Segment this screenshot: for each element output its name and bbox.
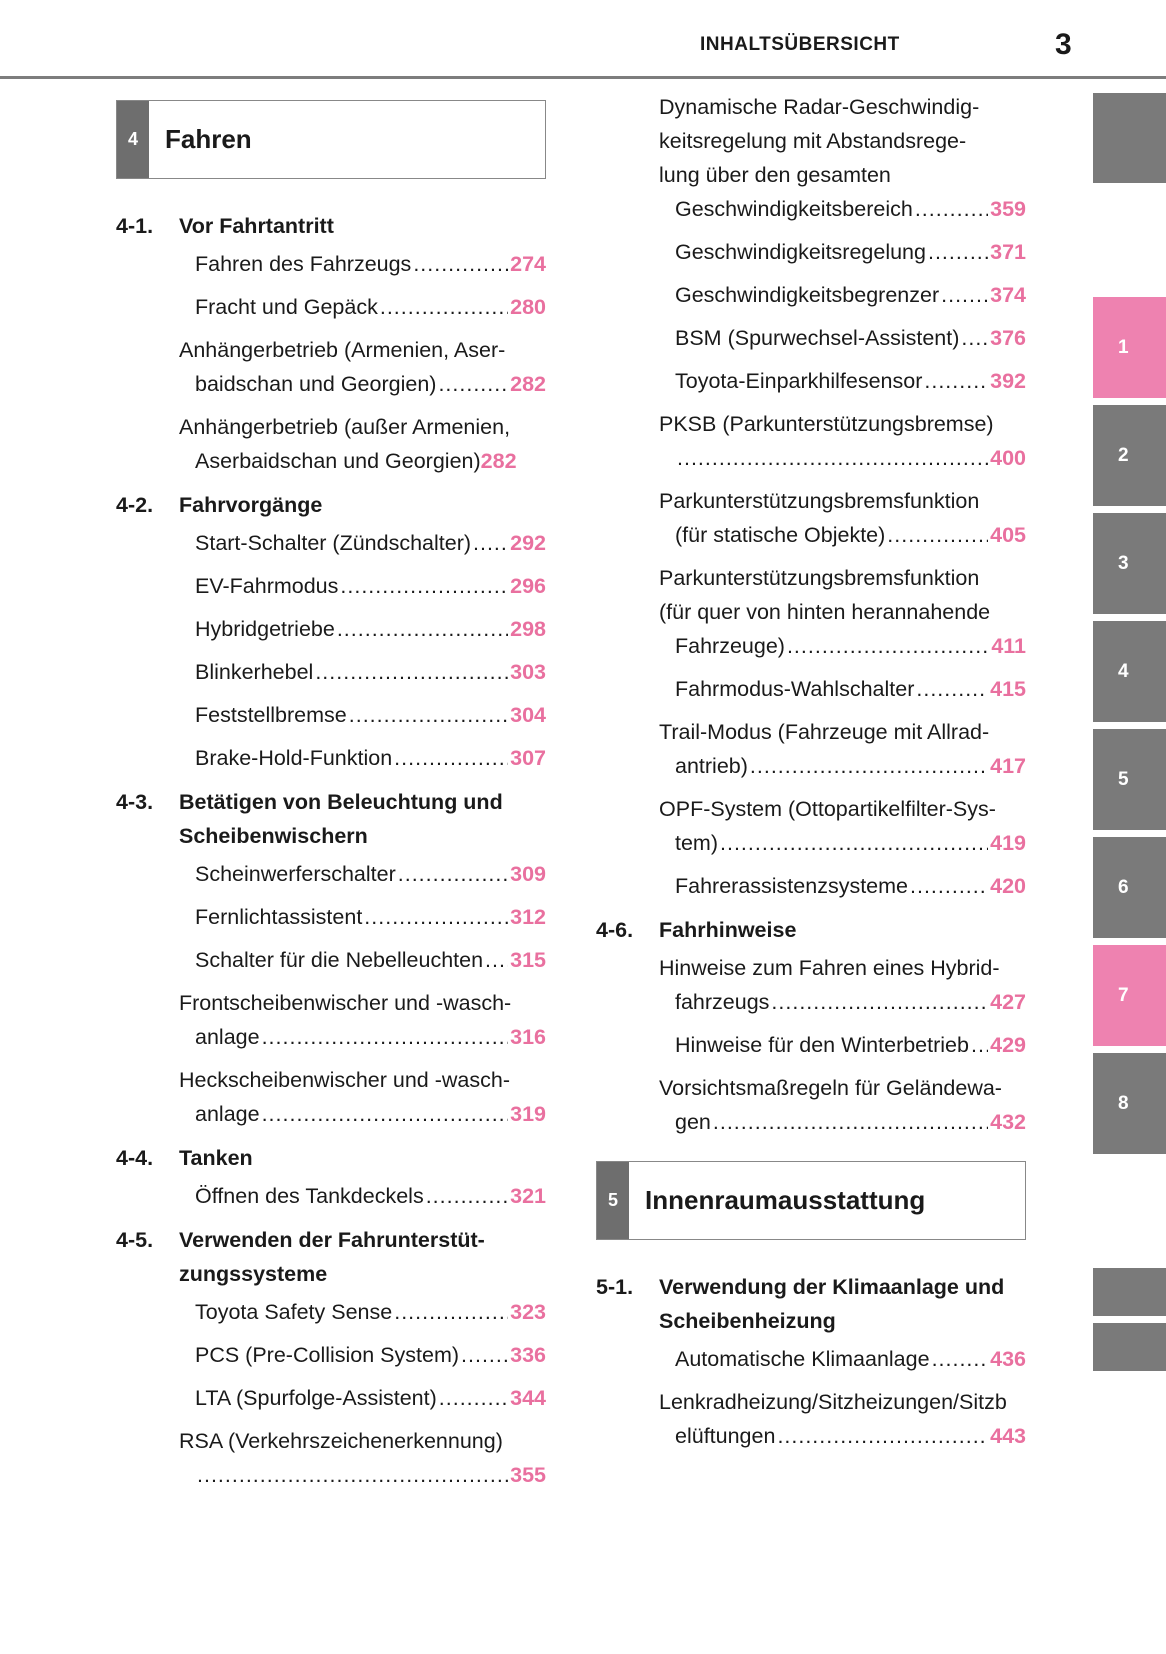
side-tab-7[interactable]: 7 [1093,945,1166,1046]
section-4-1: 4-1. Vor Fahrtantritt [116,214,334,238]
side-tab-blank-top [1093,93,1166,183]
section-4-2: 4-2. Fahrvorgänge [116,493,323,517]
page-number: 3 [1055,28,1072,61]
toc-entry[interactable]: Frontscheibenwischer und -wasch- anlage ..... 316 [179,986,546,1054]
header-title: INHALTSÜBERSICHT [700,34,900,55]
section-4-3: 4-3. Betätigen von Beleuchtung und Scheibenwischern [116,790,503,848]
toc-entry[interactable]: PCS (Pre-Collision System) ..... 336 [179,1338,546,1372]
toc-entry[interactable]: PKSB (Parkunterstützungsbremse) ..... 400 [659,407,1026,475]
toc-entry[interactable]: OPF-System (Ottopartikelfilter-Sys- tem) ..... 419 [659,792,1026,860]
section-4-5: 4-5. Verwenden der Fahrunterstüt-zungssysteme [116,1228,485,1286]
toc-entry[interactable]: Toyota-Einparkhilfesensor ..... 392 [659,364,1026,398]
toc-entry[interactable]: Parkunterstützungsbremsfunktion (für quer von hinten herannahende Fahrzeuge) ..... 411 [659,561,1026,663]
section-4-4: 4-4. Tanken [116,1146,253,1170]
toc-entry[interactable]: LTA (Spurfolge-Assistent) ..... 344 [179,1381,546,1415]
side-tab-2[interactable]: 2 [1093,405,1166,506]
toc-entry[interactable]: Fracht und Gepäck ..... 280 [179,290,546,324]
left-column [116,100,546,1501]
toc-entry[interactable]: Toyota Safety Sense ..... 323 [179,1295,546,1329]
section-5-1: 5-1. Verwendung der Klimaanlage und Scheibenheizung [596,1275,1005,1333]
chapter-number: 4 [117,101,149,178]
toc-entry[interactable]: Öffnen des Tankdeckels ..... 321 [179,1179,546,1213]
toc-entry[interactable]: Dynamische Radar-Geschwindig- keitsregelung mit Abstandsrege- lung über den gesamten Geschwindigkeitsbereich ..... 359 [659,90,1026,226]
side-tab-blank-2 [1093,1323,1166,1371]
toc-entry[interactable]: Automatische Klimaanlage ..... 436 [659,1342,1026,1376]
toc-entry[interactable]: EV-Fahrmodus ..... 296 [179,569,546,603]
toc-entry[interactable]: Parkunterstützungsbremsfunktion (für statische Objekte) ..... 405 [659,484,1026,552]
chapter-title: Fahren [165,124,252,154]
chapter-number: 5 [597,1162,629,1239]
toc-entry[interactable]: Trail-Modus (Fahrzeuge mit Allrad- antrieb) ..... 417 [659,715,1026,783]
toc-entry[interactable]: BSM (Spurwechsel-Assistent) ..... 376 [659,321,1026,355]
side-tab-1[interactable]: 1 [1093,297,1166,398]
toc-entry[interactable]: Fahrmodus-Wahlschalter ..... 415 [659,672,1026,706]
toc-entry[interactable]: Hinweise für den Winterbetrieb ..... 429 [659,1028,1026,1062]
toc-entry[interactable]: Feststellbremse ..... 304 [179,698,546,732]
toc-entry[interactable]: Geschwindigkeitsregelung ..... 371 [659,235,1026,269]
chapter-5-box [596,1161,1026,1240]
side-tab-8[interactable]: 8 [1093,1053,1166,1154]
toc-entry[interactable]: Anhängerbetrieb (Armenien, Aser- baidschan und Georgien) ..... 282 [179,333,546,401]
chapter-title: Innenraumausstattung [645,1185,926,1215]
toc-entry[interactable]: Brake-Hold-Funktion ..... 307 [179,741,546,775]
header-divider [0,76,1166,79]
toc-entry[interactable]: RSA (Verkehrszeichenerkennung) ..... 355 [179,1424,546,1492]
toc-entry[interactable]: Vorsichtsmaßregeln für Geländewa- gen ..... 432 [659,1071,1026,1139]
side-tab-blank-1 [1093,1268,1166,1316]
toc-entry[interactable]: Fernlichtassistent ..... 312 [179,900,546,934]
toc-entry[interactable]: Heckscheibenwischer und -wasch- anlage ..... 319 [179,1063,546,1131]
toc-entry[interactable]: Hinweise zum Fahren eines Hybrid- fahrzeugs ..... 427 [659,951,1026,1019]
section-4-6: 4-6. Fahrhinweise [596,918,797,942]
side-tab-5[interactable]: 5 [1093,729,1166,830]
chapter-4-box [116,100,546,179]
toc-entry[interactable]: Fahrerassistenzsysteme ..... 420 [659,869,1026,903]
toc-entry[interactable]: Scheinwerferschalter ..... 309 [179,857,546,891]
side-tab-4[interactable]: 4 [1093,621,1166,722]
toc-entry[interactable]: Fahren des Fahrzeugs ..... 274 [179,247,546,281]
right-column [596,90,1026,1462]
toc-entry[interactable]: Hybridgetriebe ..... 298 [179,612,546,646]
toc-entry[interactable]: Lenkradheizung/Sitzheizungen/Sitzb elüftungen ..... 443 [659,1385,1026,1453]
toc-entry[interactable]: Schalter für die Nebelleuchten ..... 315 [179,943,546,977]
side-tab-3[interactable]: 3 [1093,513,1166,614]
toc-entry[interactable]: Anhängerbetrieb (außer Armenien, Aserbaidschan und Georgien) 282 [179,415,517,473]
side-tab-6[interactable]: 6 [1093,837,1166,938]
toc-entry[interactable]: Geschwindigkeitsbegrenzer ..... 374 [659,278,1026,312]
toc-entry[interactable]: Start-Schalter (Zündschalter) ..... 292 [179,526,546,560]
toc-entry[interactable]: Blinkerhebel ..... 303 [179,655,546,689]
